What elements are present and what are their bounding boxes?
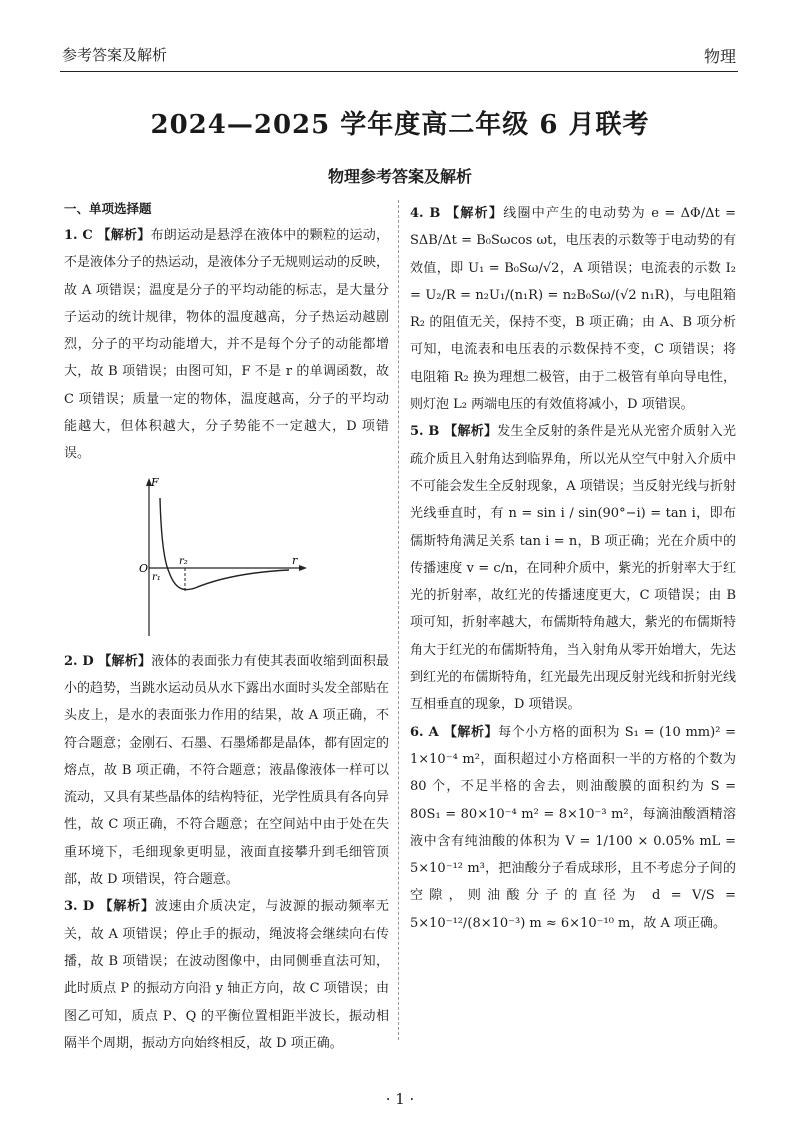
page-number: · 1 · xyxy=(385,1090,415,1108)
q6-head: 6. A 【解析】 xyxy=(410,724,499,740)
x-axis-arrow xyxy=(299,565,307,571)
q5-head: 5. B 【解析】 xyxy=(410,424,498,440)
q2-text: 液体的表面张力有使其表面收缩到面积最小的趋势，当跳水运动员从水下露出水面时头发全部贴在头皮上，是水的表面张力作用的结果，故 A 项正确，不符合题意；金刚石、石墨、石墨烯都是晶体，都有固定的熔点，故 B 项正确，不符合题意；液晶像液体一样可以流动，又具有某些晶体的结构特征，光学性质具有各向异性，故 C 项正确，不符合题意；在空间站中由于处在失重环境下，毛细现象更明显，液面直接攀升到毛细管顶部，故 D 项错误，符合题意。 xyxy=(64,653,390,888)
force-curve xyxy=(160,498,289,590)
x-axis-label: r xyxy=(292,553,298,567)
column-divider xyxy=(398,200,399,1040)
q1-text: 布朗运动是悬浮在液体中的颗粒的运动，不是液体分子的热运动，是液体分子无规则运动的反映，故 A 项错误；温度是分子的平均动能的标志，是大量分子运动的统计规律，物体的温度越高，分子热运动越剧烈，分子的平均动能增大，并不是每个分子的动能都增大，故 B 项错误；由图可知，F 不是 r 的单调函数，故 C 项错误；质量一定的物体，温度越高，分子的平均动能越大，但体积越大，分子势能不一定越大，D 项错误。 xyxy=(64,228,390,462)
question-2 xyxy=(64,648,389,894)
header-left: 参考答案及解析 xyxy=(62,46,168,64)
q3-head: 3. D 【解析】 xyxy=(64,899,155,915)
right-column xyxy=(410,200,736,937)
q1-graph xyxy=(64,476,389,644)
r2-label: r₂ xyxy=(179,555,188,567)
header-right: 物理 xyxy=(703,47,736,66)
question-1 xyxy=(64,222,389,468)
q2-head: 2. D 【解析】 xyxy=(64,653,152,669)
force-distance-graph xyxy=(139,476,309,644)
question-5 xyxy=(410,418,736,718)
y-axis-label: F xyxy=(151,475,159,489)
origin-label: O xyxy=(139,561,149,575)
question-3 xyxy=(64,893,389,1057)
q1-head: 1. C 【解析】 xyxy=(64,228,151,243)
page-title: 2024—2025 学年度高二年级 6 月联考 xyxy=(150,110,650,140)
q3-text: 波速由介质决定，与波源的振动频率无关，故 A 项错误；停止手的振动，绳波将会继续向右传播，故 B 项错误；在波动图像中，由同侧垂直法可知，此时质点 P 的振动方向沿 y 轴正方向，故 C 项错误；由图乙可知，质点 P、Q 的平衡位置相距半波长，振动相隔半个周期，振动方向始终相反，故 D 项正确。 xyxy=(64,899,389,1051)
header-rule xyxy=(60,71,738,72)
section-heading: 一、单项选择题 xyxy=(64,201,152,216)
q4-head: 4. B 【解析】 xyxy=(410,206,504,221)
left-column xyxy=(64,222,389,1057)
q6-text: 每个小方格的面积为 S₁ = (10 mm)² = 1×10⁻⁴ m²，面积超过小方格面积一半的方格的个数为 80 个，不足半格的舍去，则油酸膜的面积约为 S = 80S₁ = 80×10⁻⁴ m² = 8×10⁻³ m²，每滴油酸酒精溶液中含有纯油酸的体积为 V = 1/100 × 0.05% mL = 5×10⁻¹² m³，把油酸分子看成球形，且不考虑分子间的空隙，则油酸分子的直径为 d = V/S = 5×10⁻¹²/(8×10⁻³) m ≈ 6×10⁻¹⁰ m，故 A 项正确。 xyxy=(410,724,736,931)
page-subtitle: 物理参考答案及解析 xyxy=(327,167,472,186)
q5-text: 发生全反射的条件是光从光密介质射入光疏介质且入射角达到临界角，所以光从空气中射入介质中不可能会发生全反射现象，A 项错误；当反射光线与折射光线垂直时，有 n = sin i / sin(90°−i) = tan i，即布儒斯特角满足关系 tan i = n，B 项正确；光在介质中的传播速度 v = c/n，在同种介质中，紫光的折射率大于红光的折射率，故红光的传播速度更大，C 项错误；由 B 项可知，折射率越大，布儒斯特角越大，紫光的布儒斯特角大于红光的布儒斯特角，当入射角从零开始增大，先达到红光的布儒斯特角，红光最先出现反射光线和折射光线互相垂直的现象，D 项错误。 xyxy=(410,424,736,713)
r1-label: r₁ xyxy=(152,571,161,583)
q4-text: 线圈中产生的电动势为 e = ΔΦ/Δt = SΔB/Δt = B₀Sωcos ωt，电压表的示数等于电动势的有效值，即 U₁ = B₀Sω/√2，A 项错误；电流表的示数 I₂ = U₂/R = n₂U₁/(n₁R) = n₂B₀Sω/(√2 n₁R)，与电阻箱 R₂ 的阻值无关，保持不变，B 项正确；由 A、B 项分析可知，电流表和电压表的示数保持不变，C 项错误；将电阻箱 R₂ 换为理想二极管，由于二极管有单向导电性，则灯泡 L₂ 两端电压的有效值将减小，D 项错误。 xyxy=(410,206,736,413)
question-4 xyxy=(410,200,736,418)
question-6 xyxy=(410,719,736,937)
